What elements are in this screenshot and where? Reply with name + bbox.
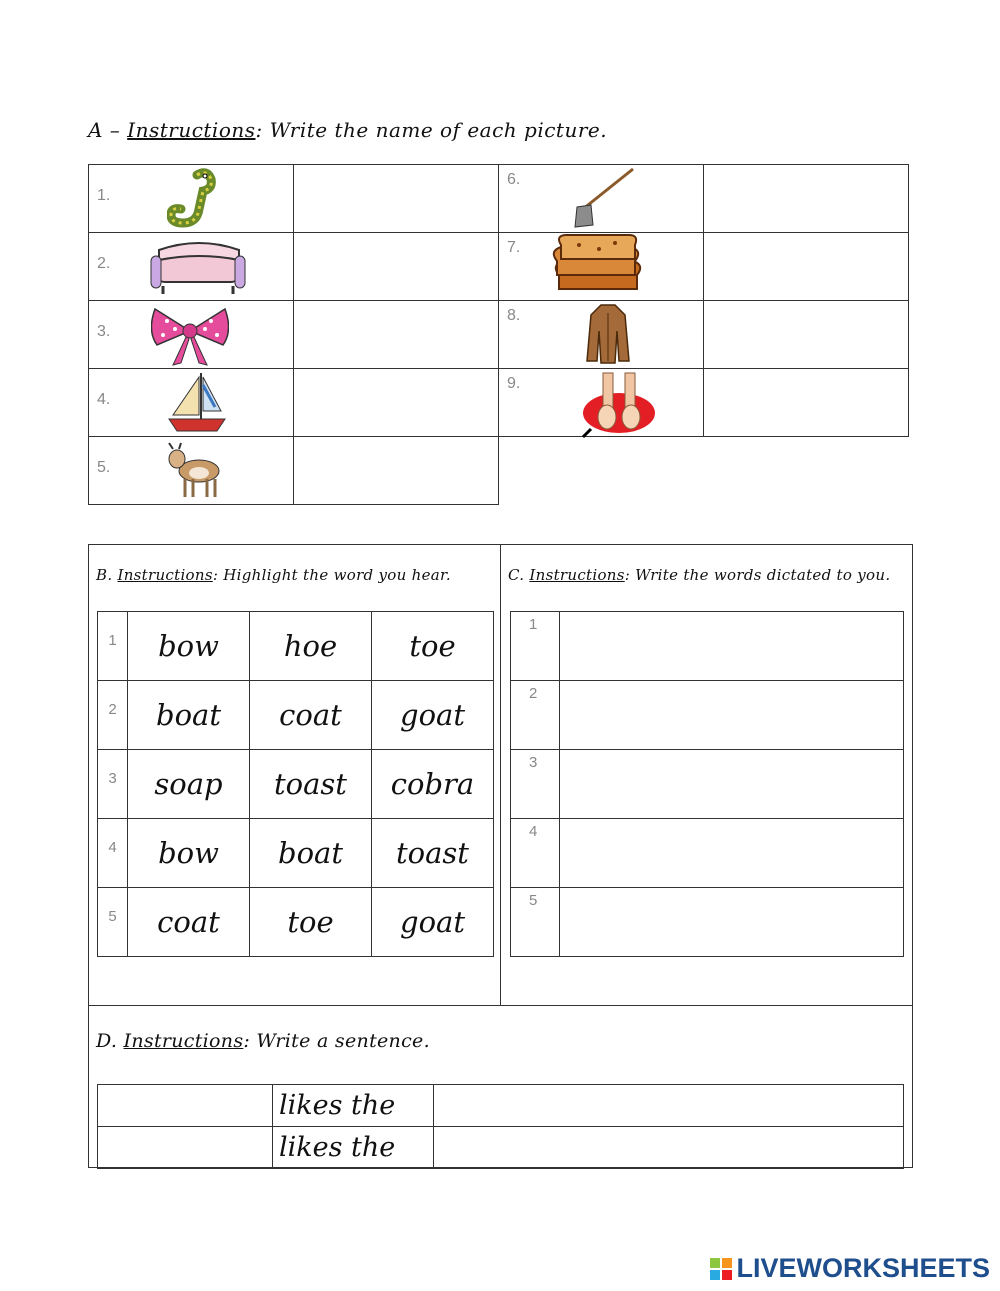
table-row [98,681,494,750]
answer-cell[interactable] [294,301,499,369]
object-input-cell[interactable] [434,1085,904,1127]
picture-row [89,233,499,301]
row-number: 2 [511,681,560,750]
boat-icon [167,371,227,435]
logo-blocks-icon [710,1258,732,1280]
item-number: 3. [97,323,111,340]
picture-row [89,301,499,369]
bow-icon [151,303,229,367]
goat-icon [163,441,227,501]
answer-cell[interactable] [294,165,499,233]
table-row [511,612,904,681]
table-row [98,1127,904,1169]
picture-cell [499,165,704,233]
section-d-text: : Write a sentence. [243,1030,430,1052]
item-number: 5. [97,459,111,476]
section-b-title [96,566,451,584]
sentence-phrase: likes the [273,1127,434,1169]
subject-input-cell[interactable] [98,1085,273,1127]
answer-cell[interactable] [294,233,499,301]
section-b-letter: B. [96,566,113,584]
picture-cell [89,369,294,437]
divider [500,544,501,1006]
picture-row [499,369,909,437]
section-c-title [508,566,890,584]
table-row [98,750,494,819]
snake-icon [167,167,217,231]
dictation-answer-cell[interactable] [560,681,904,750]
section-c-label: Instructions [529,566,625,584]
row-number: 5 [511,888,560,957]
picture-row [89,165,499,233]
liveworksheets-logo [710,1253,990,1284]
table-row [511,819,904,888]
item-number: 9. [507,375,521,392]
word-cell[interactable]: boat [250,819,372,888]
table-row [511,750,904,819]
section-a-title [88,118,607,142]
dictation-answer-cell[interactable] [560,612,904,681]
word-cell[interactable]: toe [250,888,372,957]
word-cell[interactable]: boat [128,681,250,750]
picture-row [499,233,909,301]
table-row [511,888,904,957]
word-cell[interactable]: goat [372,681,494,750]
answer-cell[interactable] [704,165,909,233]
bed-icon [149,236,247,298]
section-d-letter: D. [96,1030,118,1052]
row-number: 4 [98,819,128,888]
sentence-table [97,1084,904,1169]
coat-icon [585,303,631,367]
picture-cell [89,233,294,301]
word-cell[interactable]: soap [128,750,250,819]
section-d-label: Instructions [123,1030,244,1052]
table-row [511,681,904,750]
sentence-phrase: likes the [273,1085,434,1127]
word-cell[interactable]: cobra [372,750,494,819]
dictation-answer-cell[interactable] [560,819,904,888]
picture-row [89,437,499,505]
row-number: 1 [98,612,128,681]
row-number: 3 [98,750,128,819]
dictation-answer-cell[interactable] [560,750,904,819]
section-c-text: : Write the words dictated to you. [624,566,891,584]
row-number: 1 [511,612,560,681]
picture-cell [499,233,704,301]
answer-cell[interactable] [704,301,909,369]
row-number: 3 [511,750,560,819]
answer-cell[interactable] [704,369,909,437]
item-number: 6. [507,171,521,188]
row-number: 2 [98,681,128,750]
word-cell[interactable]: coat [250,681,372,750]
table-row [98,819,494,888]
word-cell[interactable]: goat [372,888,494,957]
item-number: 4. [97,391,111,408]
picture-table-left [88,164,499,505]
section-a-text: : Write the name of each picture. [255,118,608,142]
logo-text: LIVEWORKSHEETS [736,1253,990,1283]
word-cell[interactable]: hoe [250,612,372,681]
hoe-icon [571,165,637,231]
item-number: 1. [97,187,111,204]
word-cell[interactable]: toe [372,612,494,681]
dictation-answer-cell[interactable] [560,888,904,957]
table-row [98,1085,904,1127]
section-a-letter: A – [88,118,121,142]
picture-cell [499,369,704,437]
word-table [97,611,494,957]
answer-cell[interactable] [294,369,499,437]
word-cell[interactable]: bow [128,819,250,888]
word-cell[interactable]: coat [128,888,250,957]
word-cell[interactable]: toast [250,750,372,819]
section-d-title [96,1030,430,1052]
word-cell[interactable]: toast [372,819,494,888]
answer-cell[interactable] [704,233,909,301]
section-c-letter: C. [508,566,525,584]
answer-cell[interactable] [294,437,499,505]
picture-row [89,369,499,437]
table-row [98,612,494,681]
divider [88,1005,913,1006]
word-cell[interactable]: bow [128,612,250,681]
row-number: 4 [511,819,560,888]
dictation-table [510,611,904,957]
row-number: 5 [98,888,128,957]
picture-table-right [498,164,909,437]
picture-cell [89,437,294,505]
item-number: 2. [97,255,111,272]
picture-row [499,165,909,233]
item-number: 7. [507,239,521,256]
picture-cell [89,165,294,233]
section-a-label: Instructions [127,118,256,142]
section-b-text: : Highlight the word you hear. [212,566,451,584]
item-number: 8. [507,307,521,324]
picture-row [499,301,909,369]
toast-icon [549,233,647,297]
table-row [98,888,494,957]
picture-cell [89,301,294,369]
subject-input-cell[interactable] [98,1127,273,1169]
toes-icon [579,371,655,441]
section-b-label: Instructions [117,566,213,584]
picture-cell [499,301,704,369]
object-input-cell[interactable] [434,1127,904,1169]
